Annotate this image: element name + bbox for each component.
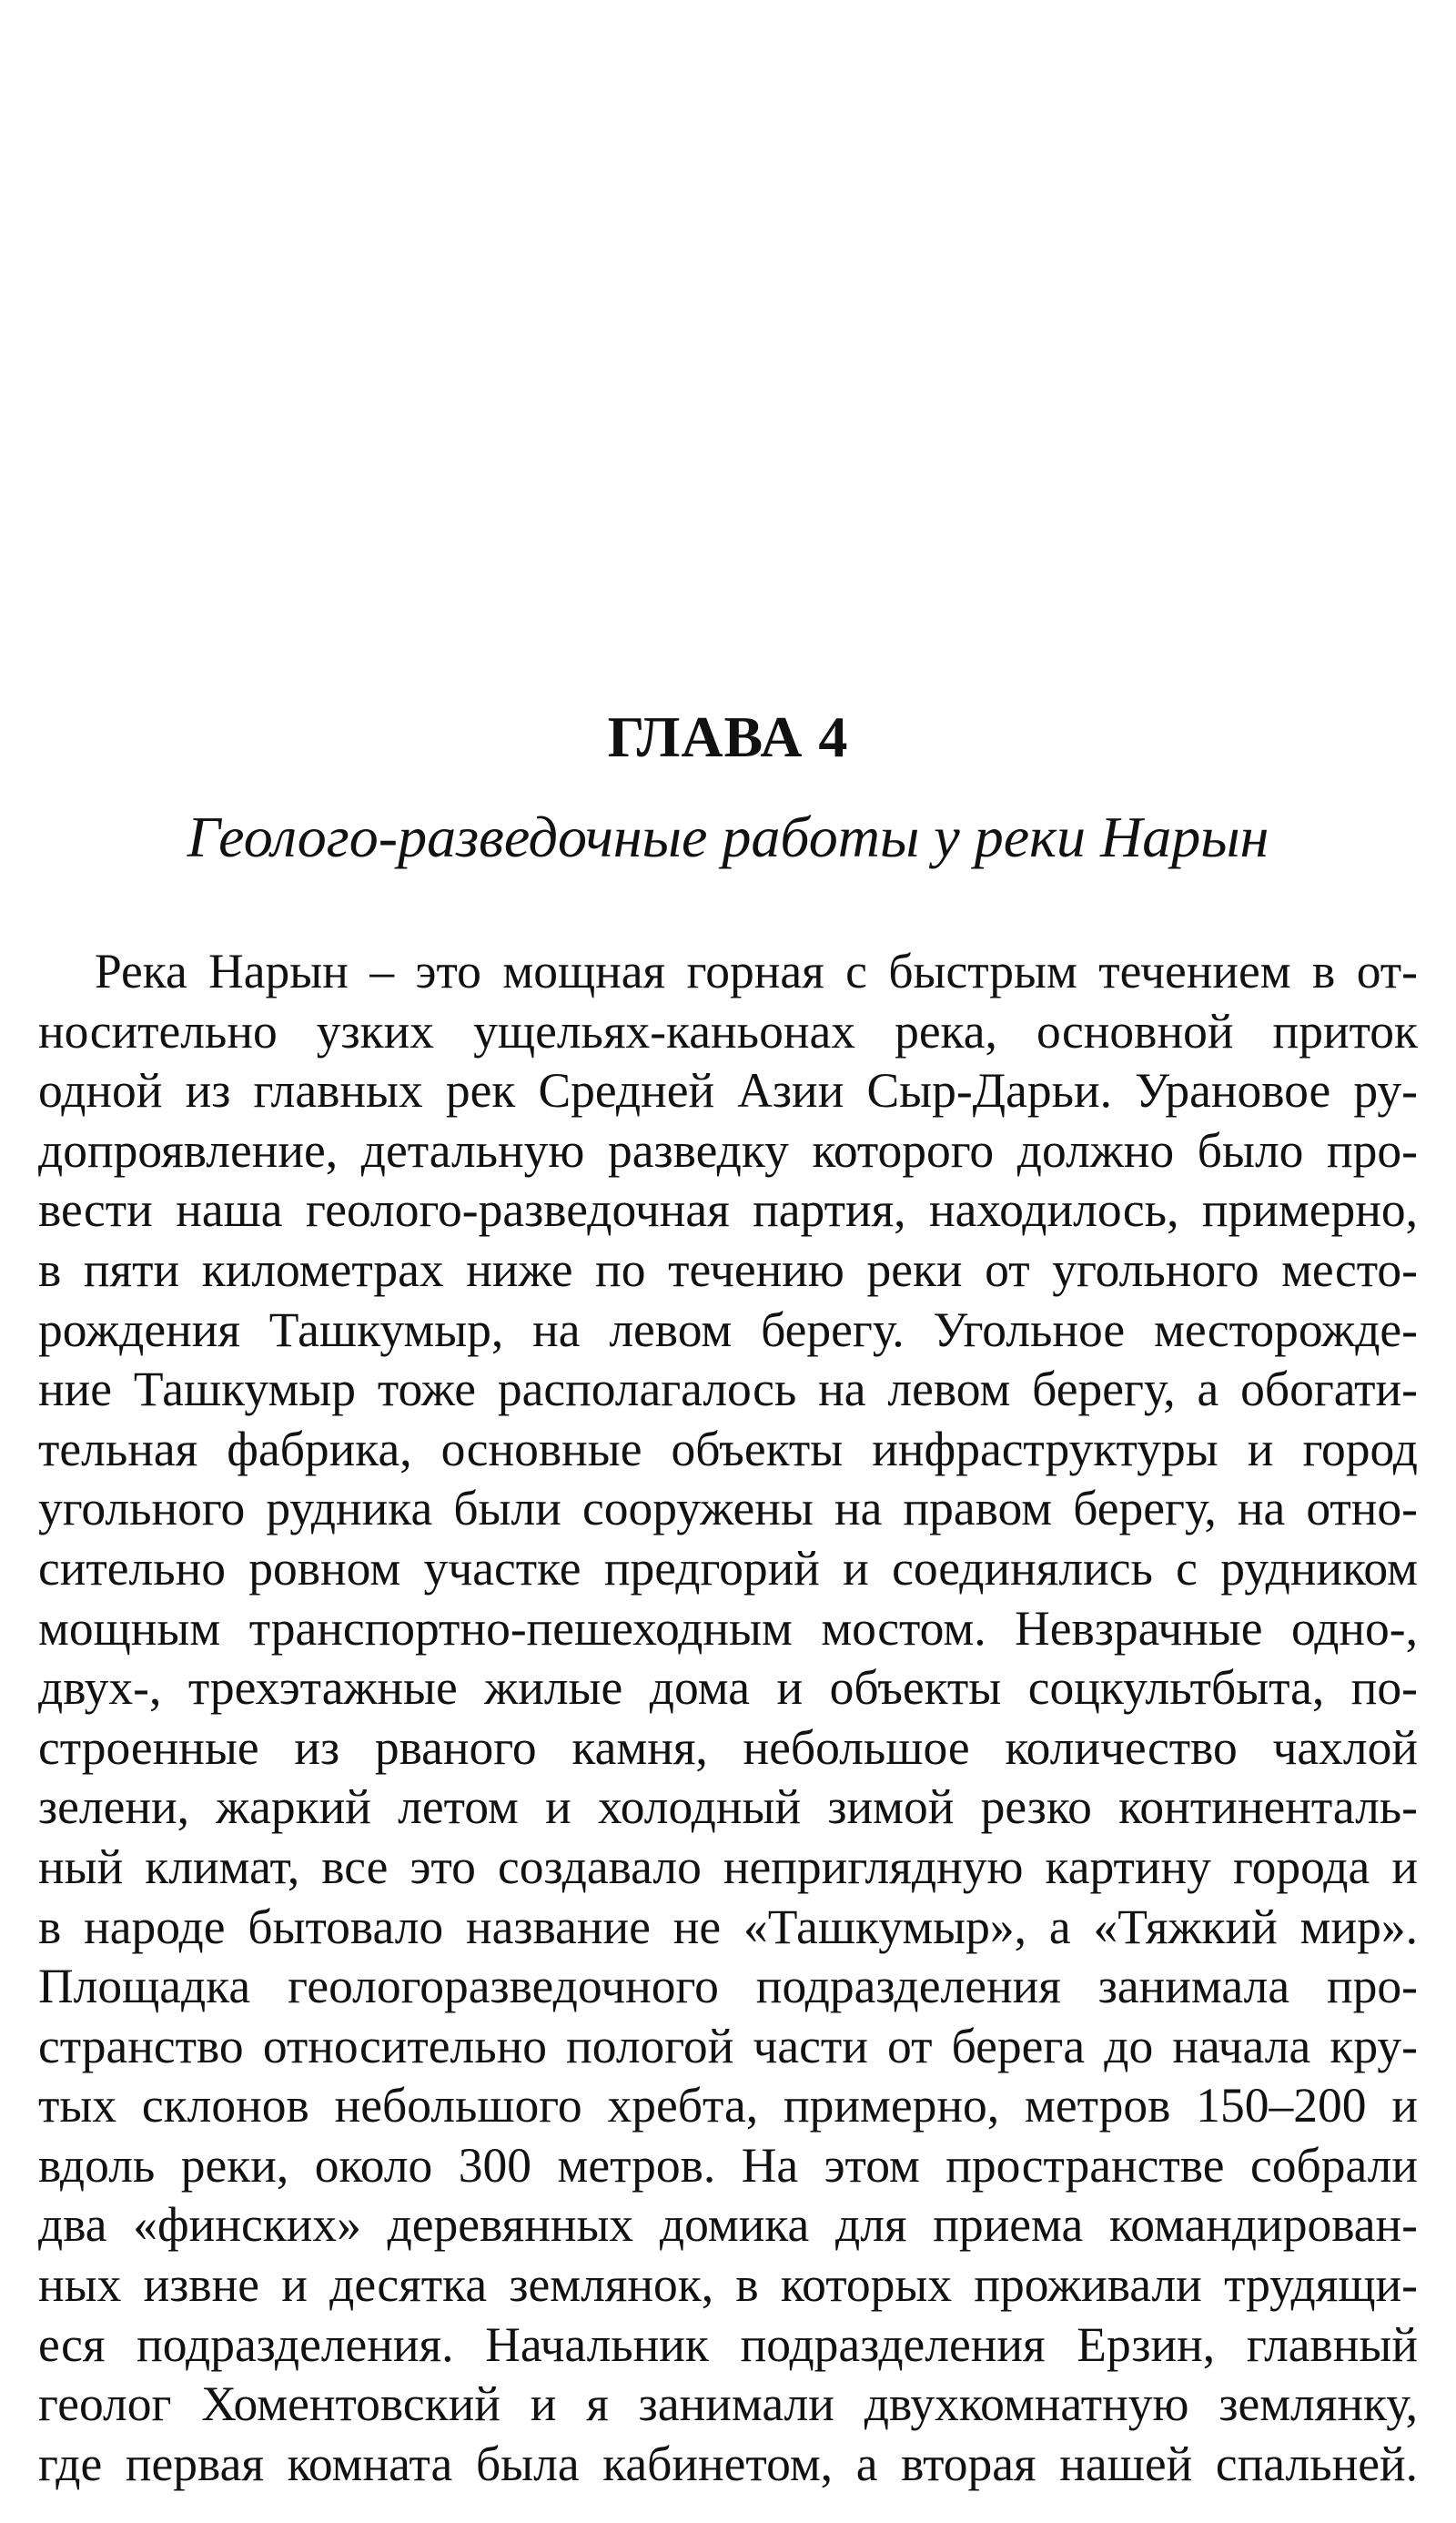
text-line: Река Нарын – это мощная горная с быстрым течением в от- xyxy=(95,944,1418,998)
text-line: странство относительно пологой части от берега до начала кру- xyxy=(38,2018,1418,2073)
text-line: зелени, жаркий летом и холодный зимой резко континенталь- xyxy=(38,1779,1418,1835)
text-line: ние Ташкумыр тоже располагалось на левом берегу, а обогати- xyxy=(38,1362,1418,1417)
text-line: тых склонов небольшого хребта, примерно, метров 150–200 и xyxy=(38,2078,1418,2133)
chapter-subtitle: Геолого-разведочные работы у реки Нарын xyxy=(187,805,1269,869)
text-line: геолог Хоментовский и я занимали двухкомнатную землянку, xyxy=(38,2376,1418,2432)
text-line: сительно ровном участке предгорий и соединялись с рудником xyxy=(38,1540,1418,1596)
text-line: допроявление, детальную разведку которого должно было про- xyxy=(38,1122,1418,1178)
text-line: ных извне и десятка землянок, в которых проживали трудящи- xyxy=(38,2257,1418,2313)
text-line: в пяти километрах ниже по течению реки от угольного место- xyxy=(38,1241,1418,1297)
body-paragraph xyxy=(38,942,1418,2494)
text-line: в народе бытовало название не «Ташкумыр», а «Тяжкий мир». xyxy=(38,1899,1418,1954)
text-line: вести наша геолого-разведочная партия, находилось, примерно, xyxy=(38,1182,1418,1238)
text-line: два «финских» деревянных домика для приема командирован- xyxy=(38,2197,1418,2253)
text-line: вдоль реки, около 300 метров. На этом пространстве собрали xyxy=(38,2137,1418,2193)
chapter-heading: ГЛАВА 4 xyxy=(607,704,849,769)
text-line: двух-, трехэтажные жилые дома и объекты соцкультбыта, по- xyxy=(38,1660,1418,1716)
text-line: носительно узких ущельях-каньонах река, основной приток xyxy=(38,1003,1418,1059)
text-line: строенные из рваного камня, небольшое количество чахлой xyxy=(38,1719,1418,1775)
text-line: одной из главных рек Средней Азии Сыр-Дарьи. Урановое ру- xyxy=(38,1063,1418,1119)
text-line: тельная фабрика, основные объекты инфраструктуры и город xyxy=(38,1421,1418,1476)
text-line: еся подразделения. Начальник подразделения Ерзин, главный xyxy=(38,2316,1418,2372)
text-line: мощным транспортно-пешеходным мостом. Невзрачные одно-, xyxy=(38,1600,1418,1656)
text-line: Площадка геологоразведочного подразделения занимала про- xyxy=(38,1959,1418,2014)
text-line: угольного рудника были сооружены на правом берегу, на отно- xyxy=(38,1481,1418,1536)
text-line: ный климат, все это создавало неприглядную картину города и xyxy=(38,1839,1418,1894)
text-line: рождения Ташкумыр, на левом берегу. Угольное месторожде- xyxy=(38,1302,1418,1357)
text-line: где первая комната была кабинетом, а вторая нашей спальней. xyxy=(38,2436,1418,2491)
